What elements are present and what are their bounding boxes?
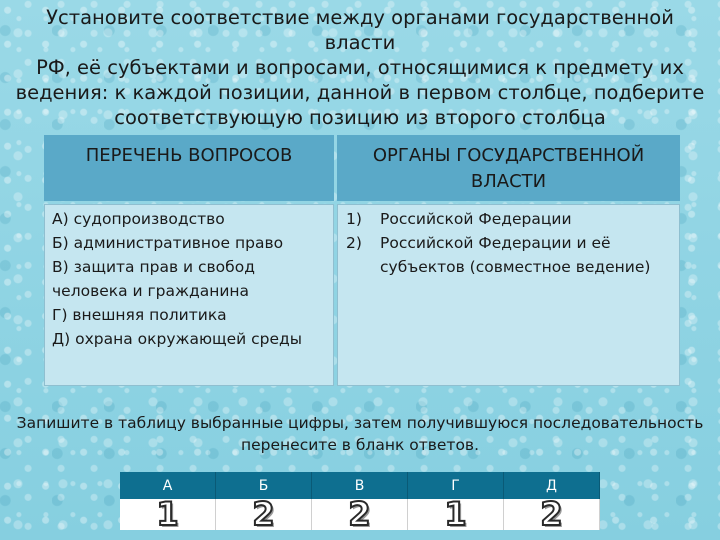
answer-digit: 2 xyxy=(348,495,371,533)
answer-digit: 2 xyxy=(252,495,275,533)
answer-cell[interactable] xyxy=(312,495,408,533)
instruction-line: Запишите в таблицу выбранные цифры, затем получившуюся последовательность xyxy=(16,414,704,432)
task-title xyxy=(10,5,710,130)
answer-digits-row xyxy=(120,499,600,530)
answer-digit: 2 xyxy=(540,495,563,533)
answer-letter: Д xyxy=(504,472,600,499)
item-number: 1) xyxy=(346,210,362,228)
answer-digit: 1 xyxy=(444,495,467,533)
answer-cell[interactable] xyxy=(504,495,600,533)
questions-list xyxy=(44,204,334,386)
answer-digit: 1 xyxy=(156,495,179,533)
header-authorities xyxy=(337,135,680,201)
item-text: Российской Федерации и её xyxy=(380,234,611,252)
title-line: соответствующую позицию из второго столбца xyxy=(114,106,606,129)
item-text: Российской Федерации xyxy=(380,210,572,228)
title-line: Установите соответствие между органами государственной власти xyxy=(46,6,674,54)
list-item xyxy=(346,255,673,279)
list-item: Б) административное право xyxy=(52,234,284,252)
header-questions xyxy=(44,135,334,201)
answer-cell[interactable] xyxy=(216,495,312,533)
answer-letter: Б xyxy=(216,472,312,499)
list-item: А) судопроизводство xyxy=(52,210,225,228)
answer-cell[interactable] xyxy=(120,495,216,533)
answer-letter: А xyxy=(120,472,216,499)
authorities-list xyxy=(337,204,680,386)
list-item xyxy=(346,207,673,231)
title-line: ведения: к каждой позиции, данной в первом столбце, подберите xyxy=(15,81,705,104)
instruction xyxy=(0,412,720,456)
answer-letter: Г xyxy=(408,472,504,499)
item-number: 2) xyxy=(346,234,362,252)
list-item: человека и гражданина xyxy=(52,282,250,300)
answer-cell[interactable] xyxy=(408,495,504,533)
list-item: В) защита прав и свобод xyxy=(52,258,255,276)
answer-table xyxy=(120,472,600,533)
header-authorities-line: ОРГАНЫ ГОСУДАРСТВЕННОЙ xyxy=(372,145,645,166)
answer-letter: В xyxy=(312,472,408,499)
title-line: РФ, её субъектами и вопросами, относящимися к предмету их xyxy=(36,56,684,79)
list-item: Г) внешняя политика xyxy=(52,306,227,324)
list-item: Д) охрана окружающей среды xyxy=(52,330,302,348)
instruction-line: перенесите в бланк ответов. xyxy=(240,436,479,454)
header-authorities-line: ВЛАСТИ xyxy=(470,171,547,192)
list-item xyxy=(346,231,673,255)
item-text: субъектов (совместное ведение) xyxy=(380,258,651,276)
header-questions-label: ПЕРЕЧЕНЬ ВОПРОСОВ xyxy=(85,145,293,166)
